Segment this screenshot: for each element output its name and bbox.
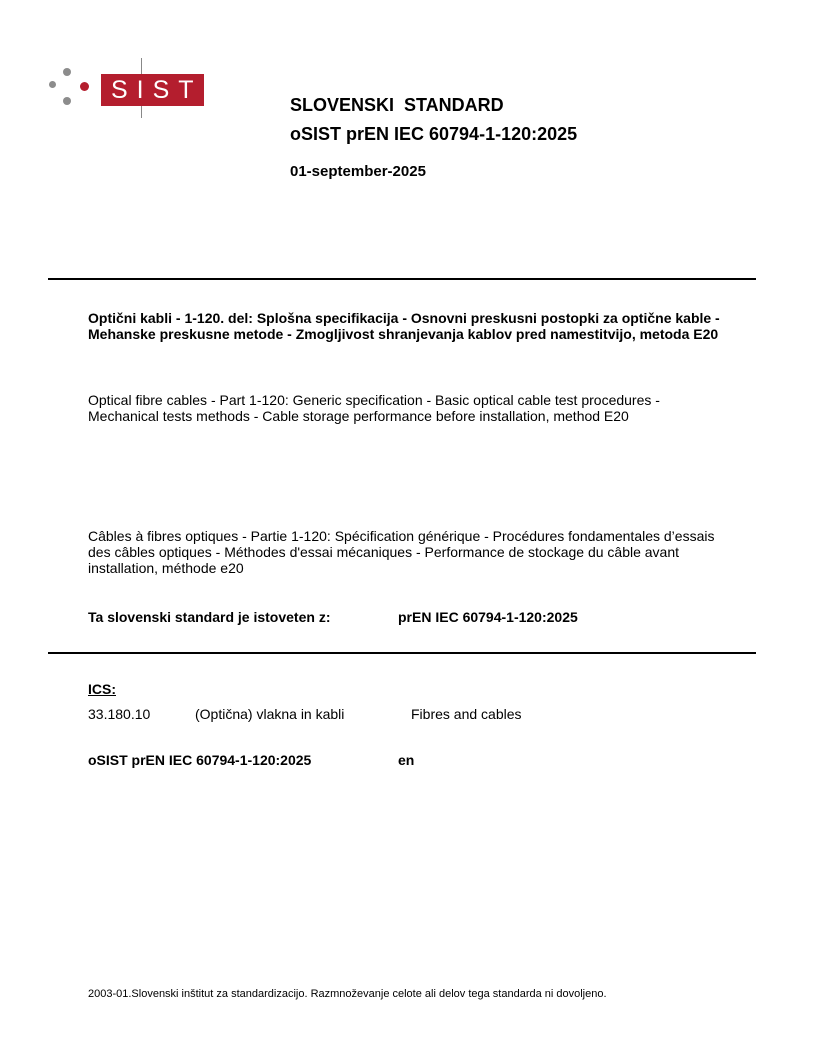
logo-dot-icon [80,82,89,91]
document-id: oSIST prEN IEC 60794-1-120:2025 [290,124,578,144]
logo-dot-icon [63,97,71,105]
ics-label: ICS: [88,681,116,697]
sist-logo [0,0,210,120]
logo-dot-icon [63,68,71,76]
footer-language: en [398,752,415,768]
footer-document-id: oSIST prEN IEC 60794-1-120:2025 [88,752,312,768]
standard-type-title: SLOVENSKI STANDARD [290,95,504,115]
ics-description-en: Fibres and cables [411,706,522,722]
title-slovenian: Optični kabli - 1-120. del: Splošna specifikacija - Osnovni preskusni postopki za optične kable - Mehanske preskusne metode - Zmogljivost shranjevanja kablov pred namestitvijo, metoda E20 [88,310,720,342]
title-french: Câbles à fibres optiques - Partie 1-120: Spécification générique - Procédures fondamentales d’essais des câbles optiques - Méthodes d'essai mécaniques - Performance de stockage du câble avant installation, méthode e20 [88,528,715,576]
copyright-notice: 2003-01.Slovenski inštitut za standardizacijo. Razmnoževanje celote ali delov tega standarda ni dovoljeno. [88,988,607,1000]
ics-code: 33.180.10 [88,706,151,722]
logo-dot-icon [49,81,56,88]
logo-wordmark: SIST [101,74,204,106]
identical-value: prEN IEC 60794-1-120:2025 [398,609,578,625]
identical-label: Ta slovenski standard je istoveten z: [88,609,331,625]
divider-bottom [48,652,756,654]
divider-top [48,278,756,280]
publication-date: 01-september-2025 [290,163,426,180]
title-english: Optical fibre cables - Part 1-120: Generic specification - Basic optical cable test procedures - Mechanical tests methods - Cable storage performance before installation, method E20 [88,392,660,424]
ics-description-sl: (Optična) vlakna in kabli [195,706,345,722]
